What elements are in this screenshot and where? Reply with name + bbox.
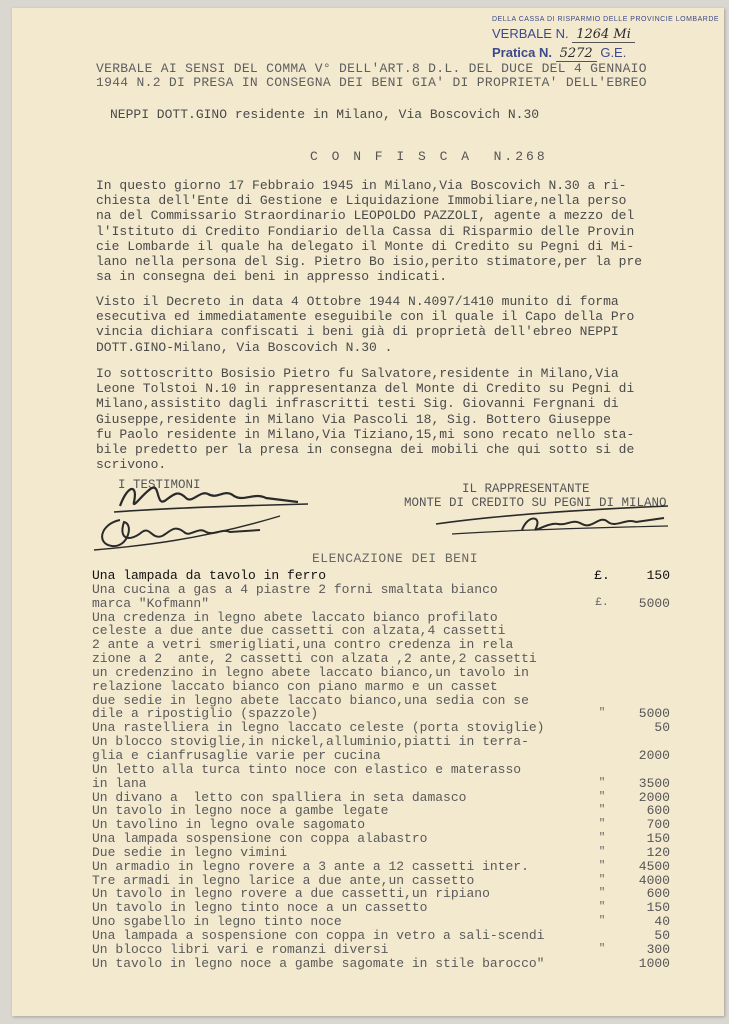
inventory-item	[92, 583, 692, 611]
item-amount: 150	[646, 831, 670, 847]
witness-signature-2	[90, 510, 290, 552]
item-amount: 4000	[638, 872, 670, 888]
inventory-item	[92, 846, 692, 860]
inventory-item	[92, 915, 692, 929]
registration-stamp	[492, 16, 720, 61]
item-currency-mark: "	[598, 790, 606, 803]
inventory-item	[92, 569, 692, 583]
inventory-item	[92, 721, 692, 735]
item-description: Due sedie in legno vimini	[92, 844, 288, 860]
item-description: Una cucina a gas a 4 piastre 2 forni smaltata bianco marca "Kofmann"	[92, 581, 498, 611]
inventory-item	[92, 791, 692, 805]
inventory-item	[92, 763, 692, 791]
item-currency-mark: "	[598, 818, 606, 831]
item-description: Un tavolo in legno tinto noce a un cassetto	[92, 900, 428, 916]
item-description: Una lampada da tavolo in ferro	[92, 568, 327, 583]
item-amount: 150	[646, 568, 670, 583]
pratica-label: Pratica N.	[492, 45, 552, 60]
pratica-suffix: G.E.	[600, 45, 627, 60]
item-currency-mark: "	[598, 873, 606, 886]
item-amount: 5000	[638, 595, 670, 611]
item-amount: 2000	[638, 747, 670, 763]
item-amount: 120	[646, 844, 670, 860]
item-amount: 600	[646, 886, 670, 902]
item-description: Una lampada sospensione con coppa alabastro	[92, 831, 428, 847]
item-amount: 5000	[638, 706, 670, 722]
inventory-item	[92, 860, 692, 874]
item-amount: 600	[646, 803, 670, 819]
inventory-item	[92, 832, 692, 846]
item-description: Un tavolo in legno rovere a due cassetti,un ripiano	[92, 886, 490, 902]
item-description: Un blocco libri vari e romanzi diversi	[92, 941, 389, 957]
item-currency-mark: £.	[594, 568, 610, 583]
inventory-item	[92, 611, 692, 722]
inventory-item	[92, 874, 692, 888]
witnesses-label: I TESTIMONI	[118, 478, 201, 492]
document-page	[12, 8, 724, 1016]
representative-org-label: MONTE DI CREDITO SU PEGNI DI MILANO	[404, 496, 667, 510]
inventory-item	[92, 957, 692, 971]
item-description: Un tavolino in legno ovale sagomato	[92, 817, 366, 833]
inventory-item	[92, 901, 692, 915]
inventory-item	[92, 943, 692, 957]
item-currency-mark: "	[598, 887, 606, 900]
inventory-title: ELENCAZIONE DEI BENI	[312, 551, 479, 566]
paragraph-2: Visto il Decreto in data 4 Ottobre 1944 N.4097/1410 munito di forma esecutiva ed immediatamente eseguibile con il quale il Capo della Pro vincia dichiara confiscati i beni già di proprietà dell'ebreo NEPPI DOTT.GINO-Milano, Via Boscovich N.30 .	[96, 294, 635, 355]
item-currency-mark: £.	[595, 596, 609, 609]
item-description: Un armadio in legno rovere a 3 ante a 12 cassetti inter.	[92, 858, 529, 874]
owner-line: NEPPI DOTT.GINO residente in Milano, Via Boscovich N.30	[110, 107, 540, 122]
pratica-number: 5272	[556, 46, 597, 62]
item-description: Una lampada a sospensione con coppa in vetro a sali-scendi	[92, 927, 545, 943]
confiscation-title: C O N F I S C A N.268	[310, 149, 548, 164]
item-description: Una rastelliera in legno laccato celeste (porta stoviglie)	[92, 720, 545, 736]
item-amount: 150	[646, 900, 670, 916]
inventory-list	[92, 569, 692, 970]
item-amount: 2000	[638, 789, 670, 805]
item-currency-mark: "	[598, 804, 606, 817]
item-currency-mark: "	[598, 707, 606, 720]
paragraph-1: In questo giorno 17 Febbraio 1945 in Milano,Via Boscovich N.30 a ri- chiesta dell'Ente di Gestione e Liquidazione Immobiliare,nella perso na del Commissario Straordinario LEOPOLDO PAZZOLI, agente a mezzo del l'Istituto di Credito Fondiario della Cassa di Risparmio delle Provin cie Lombarde il quale ha delegato il Monte di Credito su Pegni di Mi- lano nella persona del Sig. Pietro Bo isio,perito stimatore,per la pre sa in consegna dei beni in appresso indicati.	[96, 178, 643, 285]
item-amount: 50	[654, 720, 670, 736]
item-amount: 700	[646, 817, 670, 833]
verbale-label: VERBALE N.	[492, 26, 569, 41]
paragraph-3: Io sottoscritto Bosisio Pietro fu Salvatore,residente in Milano,Via Leone Tolstoi N.10 in rappresentanza del Monte di Credito su Pegni di Milano,assistito dagli infrascritti testi Sig. Giovanni Fergnani di Giuseppe,residente in Milano Via Pascoli 18, Sig. Bottero Giuseppe fu Paolo residente in Milano,Via Tiziano,15,mi sono recato nello sta- bile predetto per la presa in consegna dei mobili che qui sotto si de scrivono.	[96, 366, 635, 473]
document-heading: VERBALE AI SENSI DEL COMMA V° DELL'ART.8 D.L. DEL DUCE DEL 4 GENNAIO 1944 N.2 DI PRESA IN CONSEGNA DEI BENI GIA' DI PROPRIETA' DELL'EBREO	[96, 61, 647, 90]
item-description: Un blocco stoviglie,in nickel,alluminio,piatti in terra- glia e cianfrusaglie varie per cucina	[92, 734, 529, 763]
inventory-item	[92, 818, 692, 832]
item-amount: 40	[654, 914, 670, 930]
representative-signature	[432, 500, 672, 540]
item-description: Un tavolo in legno noce a gambe sagomate in stile barocco"	[92, 955, 545, 971]
representative-label: IL RAPPRESENTANTE	[462, 482, 590, 496]
item-description: Uno sgabello in legno tinto noce	[92, 914, 342, 930]
stamp-header: DELLA CASSA DI RISPARMIO DELLE PROVINCIE LOMBARDE	[492, 16, 720, 23]
verbale-number: 1264 Mi	[572, 27, 635, 43]
inventory-item	[92, 887, 692, 901]
item-amount: 300	[646, 941, 670, 957]
inventory-item	[92, 735, 692, 763]
item-currency-mark: "	[598, 901, 606, 914]
item-currency-mark: "	[598, 942, 606, 955]
stamp-verbale	[492, 26, 702, 42]
item-amount: 4500	[638, 858, 670, 874]
inventory-item	[92, 804, 692, 818]
item-description: Tre armadi in legno larice a due ante,un cassetto	[92, 872, 475, 888]
item-description: Un divano a letto con spalliera in seta damasco	[92, 789, 467, 805]
item-currency-mark: "	[598, 915, 606, 928]
item-currency-mark: "	[598, 776, 606, 789]
item-description: Un letto alla turca tinto noce con elastico e materasso in lana	[92, 761, 522, 791]
inventory-item	[92, 929, 692, 943]
item-amount: 3500	[638, 775, 670, 791]
item-description: Un tavolo in legno noce a gambe legate	[92, 803, 389, 819]
item-amount: 1000	[638, 955, 670, 971]
item-currency-mark: "	[598, 845, 606, 858]
item-currency-mark: "	[598, 832, 606, 845]
item-description: Una credenza in legno abete laccato bianco profilato celeste a due ante due cassetti con alzata,4 cassetti 2 ante a vetri smerigliati,una contro credenza in rela zione a 2 ante, 2 cassetti con alzata ,2 ante,2 cassetti un credenzino in legno abete laccato bianco,un tavolo in relazione laccato bianco con piano marmo e un casset due sedie in legno abete laccato bianco,una sedia con se dile a ripostiglio (spazzole)	[92, 609, 537, 722]
item-amount: 50	[654, 927, 670, 943]
item-currency-mark: "	[598, 859, 606, 872]
stamp-pratica	[492, 45, 702, 61]
